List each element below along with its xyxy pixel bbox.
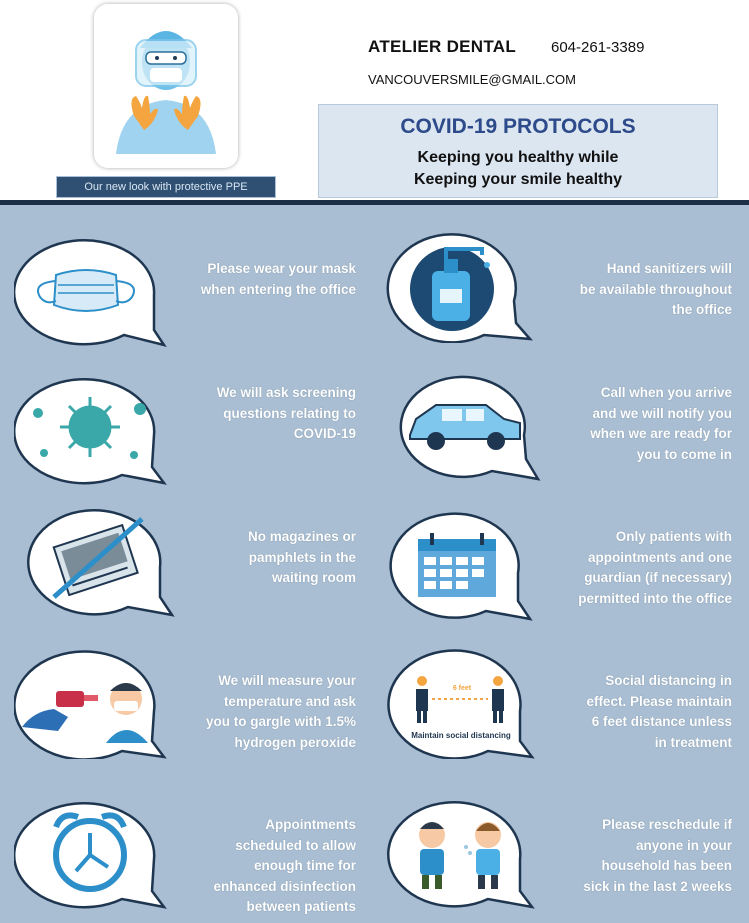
social-distancing-icon	[384, 647, 538, 759]
car-icon	[392, 369, 546, 481]
no-magazines-icon	[24, 505, 178, 617]
distancing-caption: Maintain social distancing	[411, 731, 511, 740]
distance-label: 6 feet	[452, 685, 472, 692]
item-distancing-text: Social distancing in effect. Please maintain 6 feet distance unless in treatment	[586, 673, 732, 750]
brand-name: ATELIER DENTAL	[368, 37, 517, 56]
item-sanitizer-text: Hand sanitizers will be available throughout the office	[579, 261, 732, 317]
header	[0, 0, 749, 200]
ppe-caption: Our new look with protective PPE	[56, 176, 276, 198]
item-mask-text: Please wear your mask when entering the office	[200, 261, 356, 297]
item-appointments-text: Appointments scheduled to allow enough time for enhanced disinfection between patients	[213, 817, 356, 914]
phone-number[interactable]: 604-261-3389	[551, 39, 645, 56]
protocols-panel	[0, 205, 749, 923]
item-screening-text: We will ask screening questions relating to COVID-19	[216, 385, 356, 441]
mask-icon	[14, 235, 168, 347]
thermometer-icon	[14, 647, 168, 759]
subtitle-line-1: Keeping you healthy while	[417, 149, 619, 166]
calendar-icon	[384, 509, 538, 621]
page-title: COVID-19 PROTOCOLS	[400, 115, 636, 138]
item-temperature-text: We will measure your temperature and ask you to gargle with 1.5% hydrogen peroxide	[205, 673, 356, 750]
protocol-banner	[318, 104, 718, 198]
item-arrival-text: Call when you arrive and we will notify you when we are ready for you to come in	[590, 385, 732, 462]
sick-kids-icon	[384, 797, 538, 909]
subtitle-line-2: Keeping your smile healthy	[413, 171, 623, 188]
alarm-clock-icon	[14, 797, 168, 909]
hand-sanitizer-icon	[384, 231, 538, 343]
virus-icon	[14, 373, 168, 485]
ppe-illustration	[94, 4, 238, 168]
item-magazines-text: No magazines or pamphlets in the waiting room	[247, 529, 356, 585]
item-patients-text: Only patients with appointments and one guardian (if necessary) permitted into the office	[578, 529, 732, 606]
email-address[interactable]: VANCOUVERSMILE@GMAIL.COM	[368, 72, 576, 87]
item-reschedule-text: Please reschedule if anyone in your household has been sick in the last 2 weeks	[583, 817, 732, 894]
